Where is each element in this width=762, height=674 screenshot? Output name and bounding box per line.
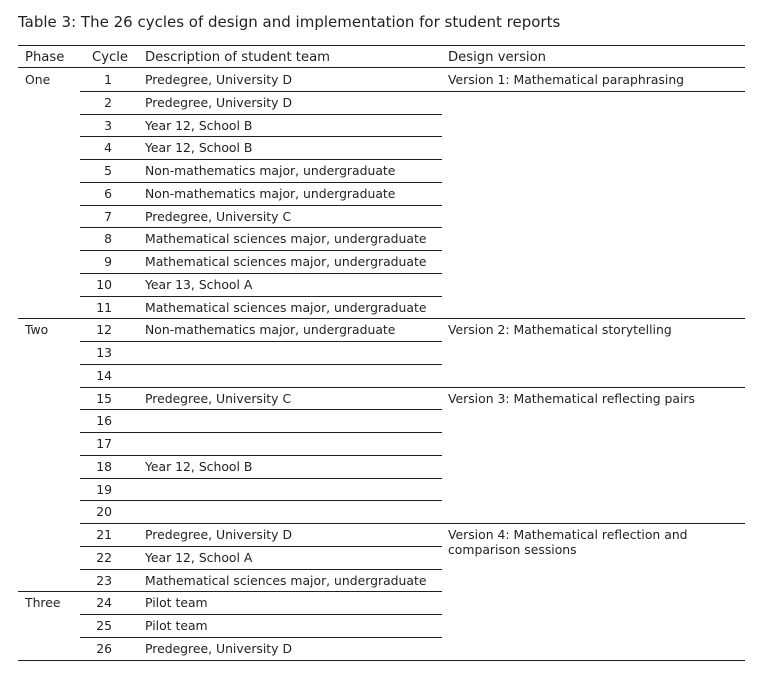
row-description: Predegree, University D xyxy=(145,527,292,542)
row-description: Mathematical sciences major, undergraduate xyxy=(145,299,427,315)
row-design-version: Version 1: Mathematical paraphrasing xyxy=(448,72,685,87)
row-rule xyxy=(80,387,745,388)
row-rule xyxy=(80,569,442,570)
row-cycle: 17 xyxy=(96,436,112,451)
row-description: Predegree, University C xyxy=(145,208,292,224)
row-rule xyxy=(80,637,442,638)
row-description: Non-mathematics major, undergraduate xyxy=(145,163,396,178)
cycles-table xyxy=(18,44,745,663)
row-description: Predegree, University D xyxy=(145,640,292,656)
row-rule xyxy=(80,364,442,365)
row-rule xyxy=(80,273,442,274)
row-rule xyxy=(80,432,442,433)
row-description: Predegree, University D xyxy=(145,72,292,87)
row-cycle: 2 xyxy=(104,94,112,110)
row-cycle: 4 xyxy=(104,140,112,156)
row-phase: Three xyxy=(25,595,61,611)
table-bottom-rule xyxy=(18,660,745,661)
row-description: Non-mathematics major, undergraduate xyxy=(145,322,396,338)
row-rule xyxy=(80,523,745,524)
row-cycle: 12 xyxy=(96,322,112,338)
row-description: Year 12, School B xyxy=(145,117,253,133)
row-rule xyxy=(80,409,442,410)
row-description: Year 13, School A xyxy=(145,276,253,292)
row-cycle: 14 xyxy=(96,367,112,383)
row-rule xyxy=(80,91,745,92)
header-design: Design version xyxy=(448,50,547,65)
row-cycle: 19 xyxy=(96,481,112,497)
row-description: Mathematical sciences major, undergraduate xyxy=(145,231,427,247)
row-phase: One xyxy=(25,72,51,87)
row-rule xyxy=(80,136,442,137)
row-cycle: 11 xyxy=(96,299,112,315)
row-rule xyxy=(18,591,442,592)
row-rule xyxy=(80,205,442,206)
header-phase: Phase xyxy=(25,50,65,65)
row-rule xyxy=(80,114,442,115)
row-cycle: 10 xyxy=(96,276,112,292)
row-design-version: Version 4: Mathematical reflection and comparison sessions xyxy=(448,527,688,557)
row-description: Non-mathematics major, undergraduate xyxy=(145,185,396,201)
row-cycle: 5 xyxy=(104,163,112,178)
row-description: Pilot team xyxy=(145,595,208,611)
row-cycle: 1 xyxy=(104,72,112,87)
row-cycle: 26 xyxy=(96,640,112,656)
row-phase: Two xyxy=(25,322,49,338)
row-rule xyxy=(80,227,442,228)
row-cycle: 15 xyxy=(96,390,112,406)
table-top-rule xyxy=(18,45,745,46)
row-description: Pilot team xyxy=(145,618,208,633)
row-description: Predegree, University D xyxy=(145,94,292,110)
header-description: Description of student team xyxy=(145,50,331,65)
row-cycle: 8 xyxy=(104,231,112,247)
row-cycle: 25 xyxy=(96,618,112,633)
row-design-version: Version 3: Mathematical reflecting pairs xyxy=(448,390,695,406)
row-cycle: 23 xyxy=(96,572,112,588)
row-description: Mathematical sciences major, undergraduate xyxy=(145,572,427,588)
row-design-version: Version 2: Mathematical storytelling xyxy=(448,322,672,338)
row-description: Year 12, School B xyxy=(145,458,253,474)
row-cycle: 20 xyxy=(96,504,112,520)
row-rule xyxy=(80,478,442,479)
header-cycle: Cycle xyxy=(92,50,129,65)
row-cycle: 18 xyxy=(96,458,112,474)
row-rule xyxy=(80,250,442,251)
row-cycle: 3 xyxy=(104,117,112,133)
row-description: Predegree, University C xyxy=(145,390,292,406)
header-rule xyxy=(18,67,745,68)
row-cycle: 7 xyxy=(104,208,112,224)
row-description: Year 12, School B xyxy=(145,140,253,156)
row-description: Mathematical sciences major, undergraduate xyxy=(145,254,427,269)
table-caption: Table 3: The 26 cycles of design and implementation for student reports xyxy=(18,13,561,31)
row-rule xyxy=(80,500,442,501)
row-rule xyxy=(80,614,442,615)
row-rule xyxy=(80,182,442,183)
row-description: Year 12, School A xyxy=(145,549,253,565)
row-cycle: 13 xyxy=(96,345,112,360)
row-cycle: 21 xyxy=(96,527,112,542)
row-rule xyxy=(80,455,442,456)
row-rule xyxy=(80,296,442,297)
row-cycle: 9 xyxy=(104,254,112,269)
row-rule xyxy=(80,546,442,547)
row-cycle: 6 xyxy=(104,185,112,201)
row-rule xyxy=(80,341,442,342)
row-cycle: 22 xyxy=(96,549,112,565)
row-cycle: 16 xyxy=(96,413,112,429)
row-rule xyxy=(80,159,442,160)
row-cycle: 24 xyxy=(96,595,112,611)
row-rule xyxy=(18,318,745,319)
